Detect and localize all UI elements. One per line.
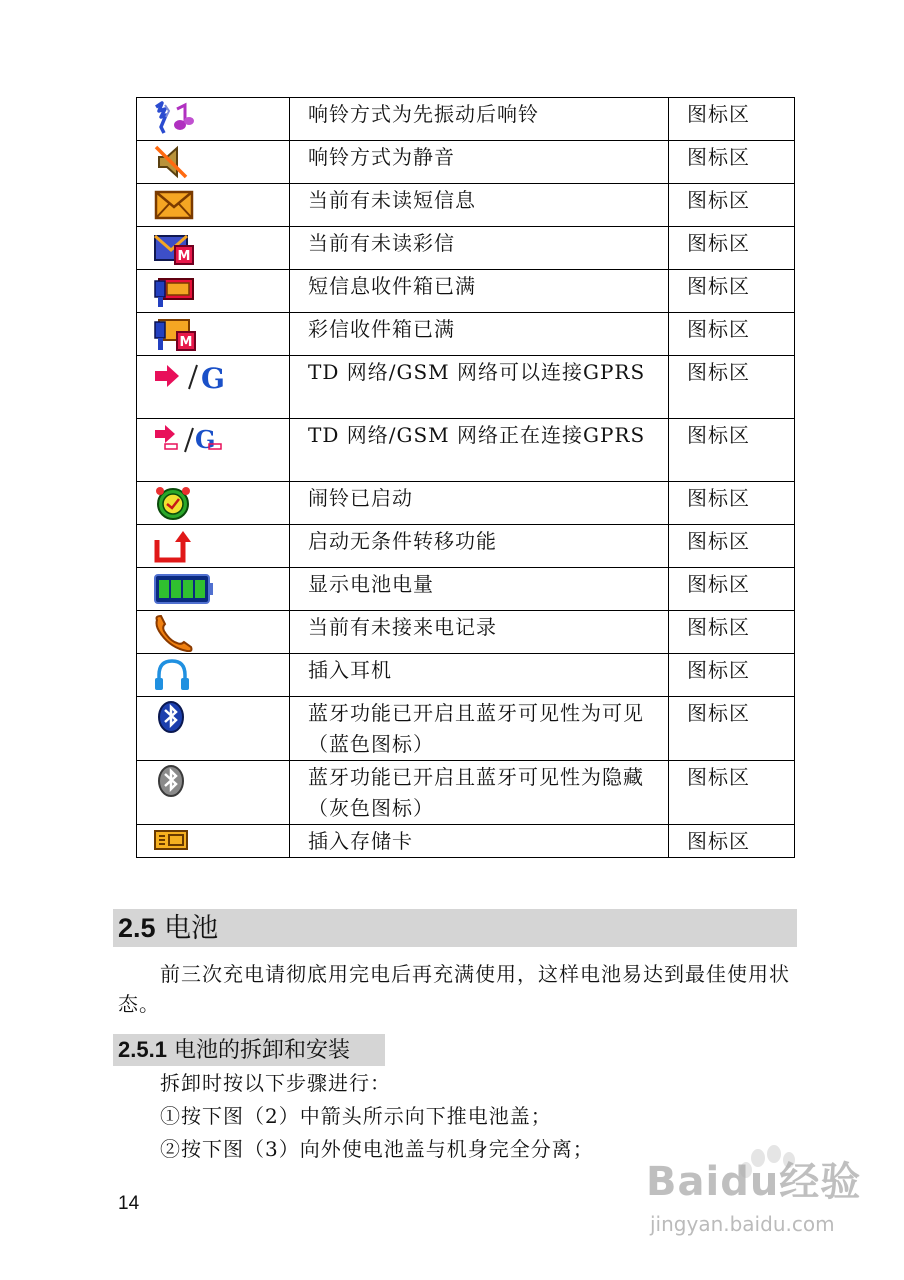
icon-area: 图标区 bbox=[669, 141, 795, 184]
subsection-title: 电池的拆卸和安装 bbox=[173, 1038, 350, 1063]
table-row bbox=[137, 313, 795, 356]
icon-area: 图标区 bbox=[669, 568, 795, 611]
table-row bbox=[137, 356, 795, 419]
icon-description: 插入耳机 bbox=[290, 654, 669, 697]
icon-cell bbox=[137, 356, 290, 419]
icon-description: TD 网络/GSM 网络正在连接GPRS bbox=[290, 419, 669, 482]
section-paragraph: 前三次充电请彻底用完电后再充满使用，这样电池易达到最佳使用状态。 bbox=[118, 962, 790, 1016]
table-row bbox=[137, 482, 795, 525]
table-row bbox=[137, 654, 795, 697]
sms-inbox-full-icon bbox=[153, 273, 197, 309]
subsection-number: 2.5.1 bbox=[118, 1037, 167, 1062]
icon-description: TD 网络/GSM 网络可以连接GPRS bbox=[290, 356, 669, 419]
alarm-clock-icon bbox=[153, 485, 195, 521]
icon-area: 图标区 bbox=[669, 761, 795, 825]
icon-cell bbox=[137, 141, 290, 184]
unread-sms-icon bbox=[153, 187, 195, 221]
icon-description: 蓝牙功能已开启且蓝牙可见性为隐藏（灰色图标） bbox=[290, 761, 669, 825]
call-forward-icon bbox=[153, 528, 197, 564]
icon-area: 图标区 bbox=[669, 184, 795, 227]
silent-mode-icon bbox=[153, 144, 195, 180]
memory-card-icon bbox=[153, 827, 193, 853]
table-row bbox=[137, 227, 795, 270]
mms-inbox-full-icon bbox=[153, 316, 197, 352]
icon-cell bbox=[137, 270, 290, 313]
table-row bbox=[137, 568, 795, 611]
icon-cell bbox=[137, 568, 290, 611]
icon-area: 图标区 bbox=[669, 313, 795, 356]
status-icon-table bbox=[136, 97, 795, 858]
icon-description: 蓝牙功能已开启且蓝牙可见性为可见（蓝色图标） bbox=[290, 697, 669, 761]
battery-level-icon bbox=[153, 571, 215, 607]
icon-area: 图标区 bbox=[669, 98, 795, 141]
body-line: 拆卸时按以下步骤进行： bbox=[160, 1071, 391, 1095]
icon-description: 响铃方式为先振动后响铃 bbox=[290, 98, 669, 141]
icon-area: 图标区 bbox=[669, 697, 795, 761]
table-row bbox=[137, 270, 795, 313]
icon-area: 图标区 bbox=[669, 270, 795, 313]
body-line: ②按下图（3）向外使电池盖与机身完全分离； bbox=[160, 1137, 594, 1161]
table-row bbox=[137, 141, 795, 184]
table-row bbox=[137, 611, 795, 654]
icon-description: 响铃方式为静音 bbox=[290, 141, 669, 184]
bluetooth-hidden-icon bbox=[153, 764, 195, 800]
icon-cell bbox=[137, 761, 290, 825]
icon-description: 当前有未读短信息 bbox=[290, 184, 669, 227]
icon-cell bbox=[137, 611, 290, 654]
section-heading bbox=[118, 911, 218, 946]
icon-description: 启动无条件转移功能 bbox=[290, 525, 669, 568]
icon-cell bbox=[137, 313, 290, 356]
svg-text:M: M bbox=[177, 249, 191, 264]
vibrate-then-ring-icon bbox=[153, 101, 195, 135]
table-row bbox=[137, 697, 795, 761]
icon-description: 短信息收件箱已满 bbox=[290, 270, 669, 313]
unread-mms-icon bbox=[153, 230, 197, 266]
icon-area: 图标区 bbox=[669, 419, 795, 482]
icon-area: 图标区 bbox=[669, 825, 795, 858]
icon-cell bbox=[137, 184, 290, 227]
icon-cell bbox=[137, 697, 290, 761]
icon-description: 插入存储卡 bbox=[290, 825, 669, 858]
icon-cell bbox=[137, 227, 290, 270]
icon-area: 图标区 bbox=[669, 525, 795, 568]
table-row bbox=[137, 98, 795, 141]
table-row bbox=[137, 184, 795, 227]
icon-area: 图标区 bbox=[669, 227, 795, 270]
svg-text:G: G bbox=[195, 425, 216, 454]
svg-text:G: G bbox=[201, 362, 225, 393]
headset-icon bbox=[153, 657, 195, 693]
icon-cell bbox=[137, 825, 290, 858]
icon-cell bbox=[137, 525, 290, 568]
section-title: 电池 bbox=[164, 913, 219, 944]
page-number: 14 bbox=[118, 1193, 140, 1214]
icon-area: 图标区 bbox=[669, 654, 795, 697]
table-row bbox=[137, 825, 795, 858]
icon-description: 彩信收件箱已满 bbox=[290, 313, 669, 356]
icon-description: 闹铃已启动 bbox=[290, 482, 669, 525]
icon-area: 图标区 bbox=[669, 611, 795, 654]
gprs-available-icon bbox=[153, 359, 233, 393]
icon-area: 图标区 bbox=[669, 356, 795, 419]
icon-cell bbox=[137, 419, 290, 482]
body-line: ①按下图（2）中箭头所示向下推电池盖； bbox=[160, 1104, 552, 1128]
bluetooth-visible-icon bbox=[153, 700, 195, 736]
icon-cell bbox=[137, 482, 290, 525]
table-row bbox=[137, 419, 795, 482]
icon-area: 图标区 bbox=[669, 482, 795, 525]
svg-text:M: M bbox=[179, 335, 193, 350]
icon-cell bbox=[137, 98, 290, 141]
missed-call-icon bbox=[153, 614, 197, 652]
subsection-heading bbox=[118, 1035, 350, 1066]
watermark-brand: Baidu经验 bbox=[646, 1159, 862, 1205]
icon-description: 当前有未接来电记录 bbox=[290, 611, 669, 654]
icon-cell bbox=[137, 654, 290, 697]
gprs-connecting-icon bbox=[153, 422, 233, 456]
table-row bbox=[137, 761, 795, 825]
section-number: 2.5 bbox=[118, 913, 156, 943]
icon-description: 显示电池电量 bbox=[290, 568, 669, 611]
watermark-url: jingyan.baidu.com bbox=[650, 1212, 835, 1236]
table-row bbox=[137, 525, 795, 568]
icon-description: 当前有未读彩信 bbox=[290, 227, 669, 270]
